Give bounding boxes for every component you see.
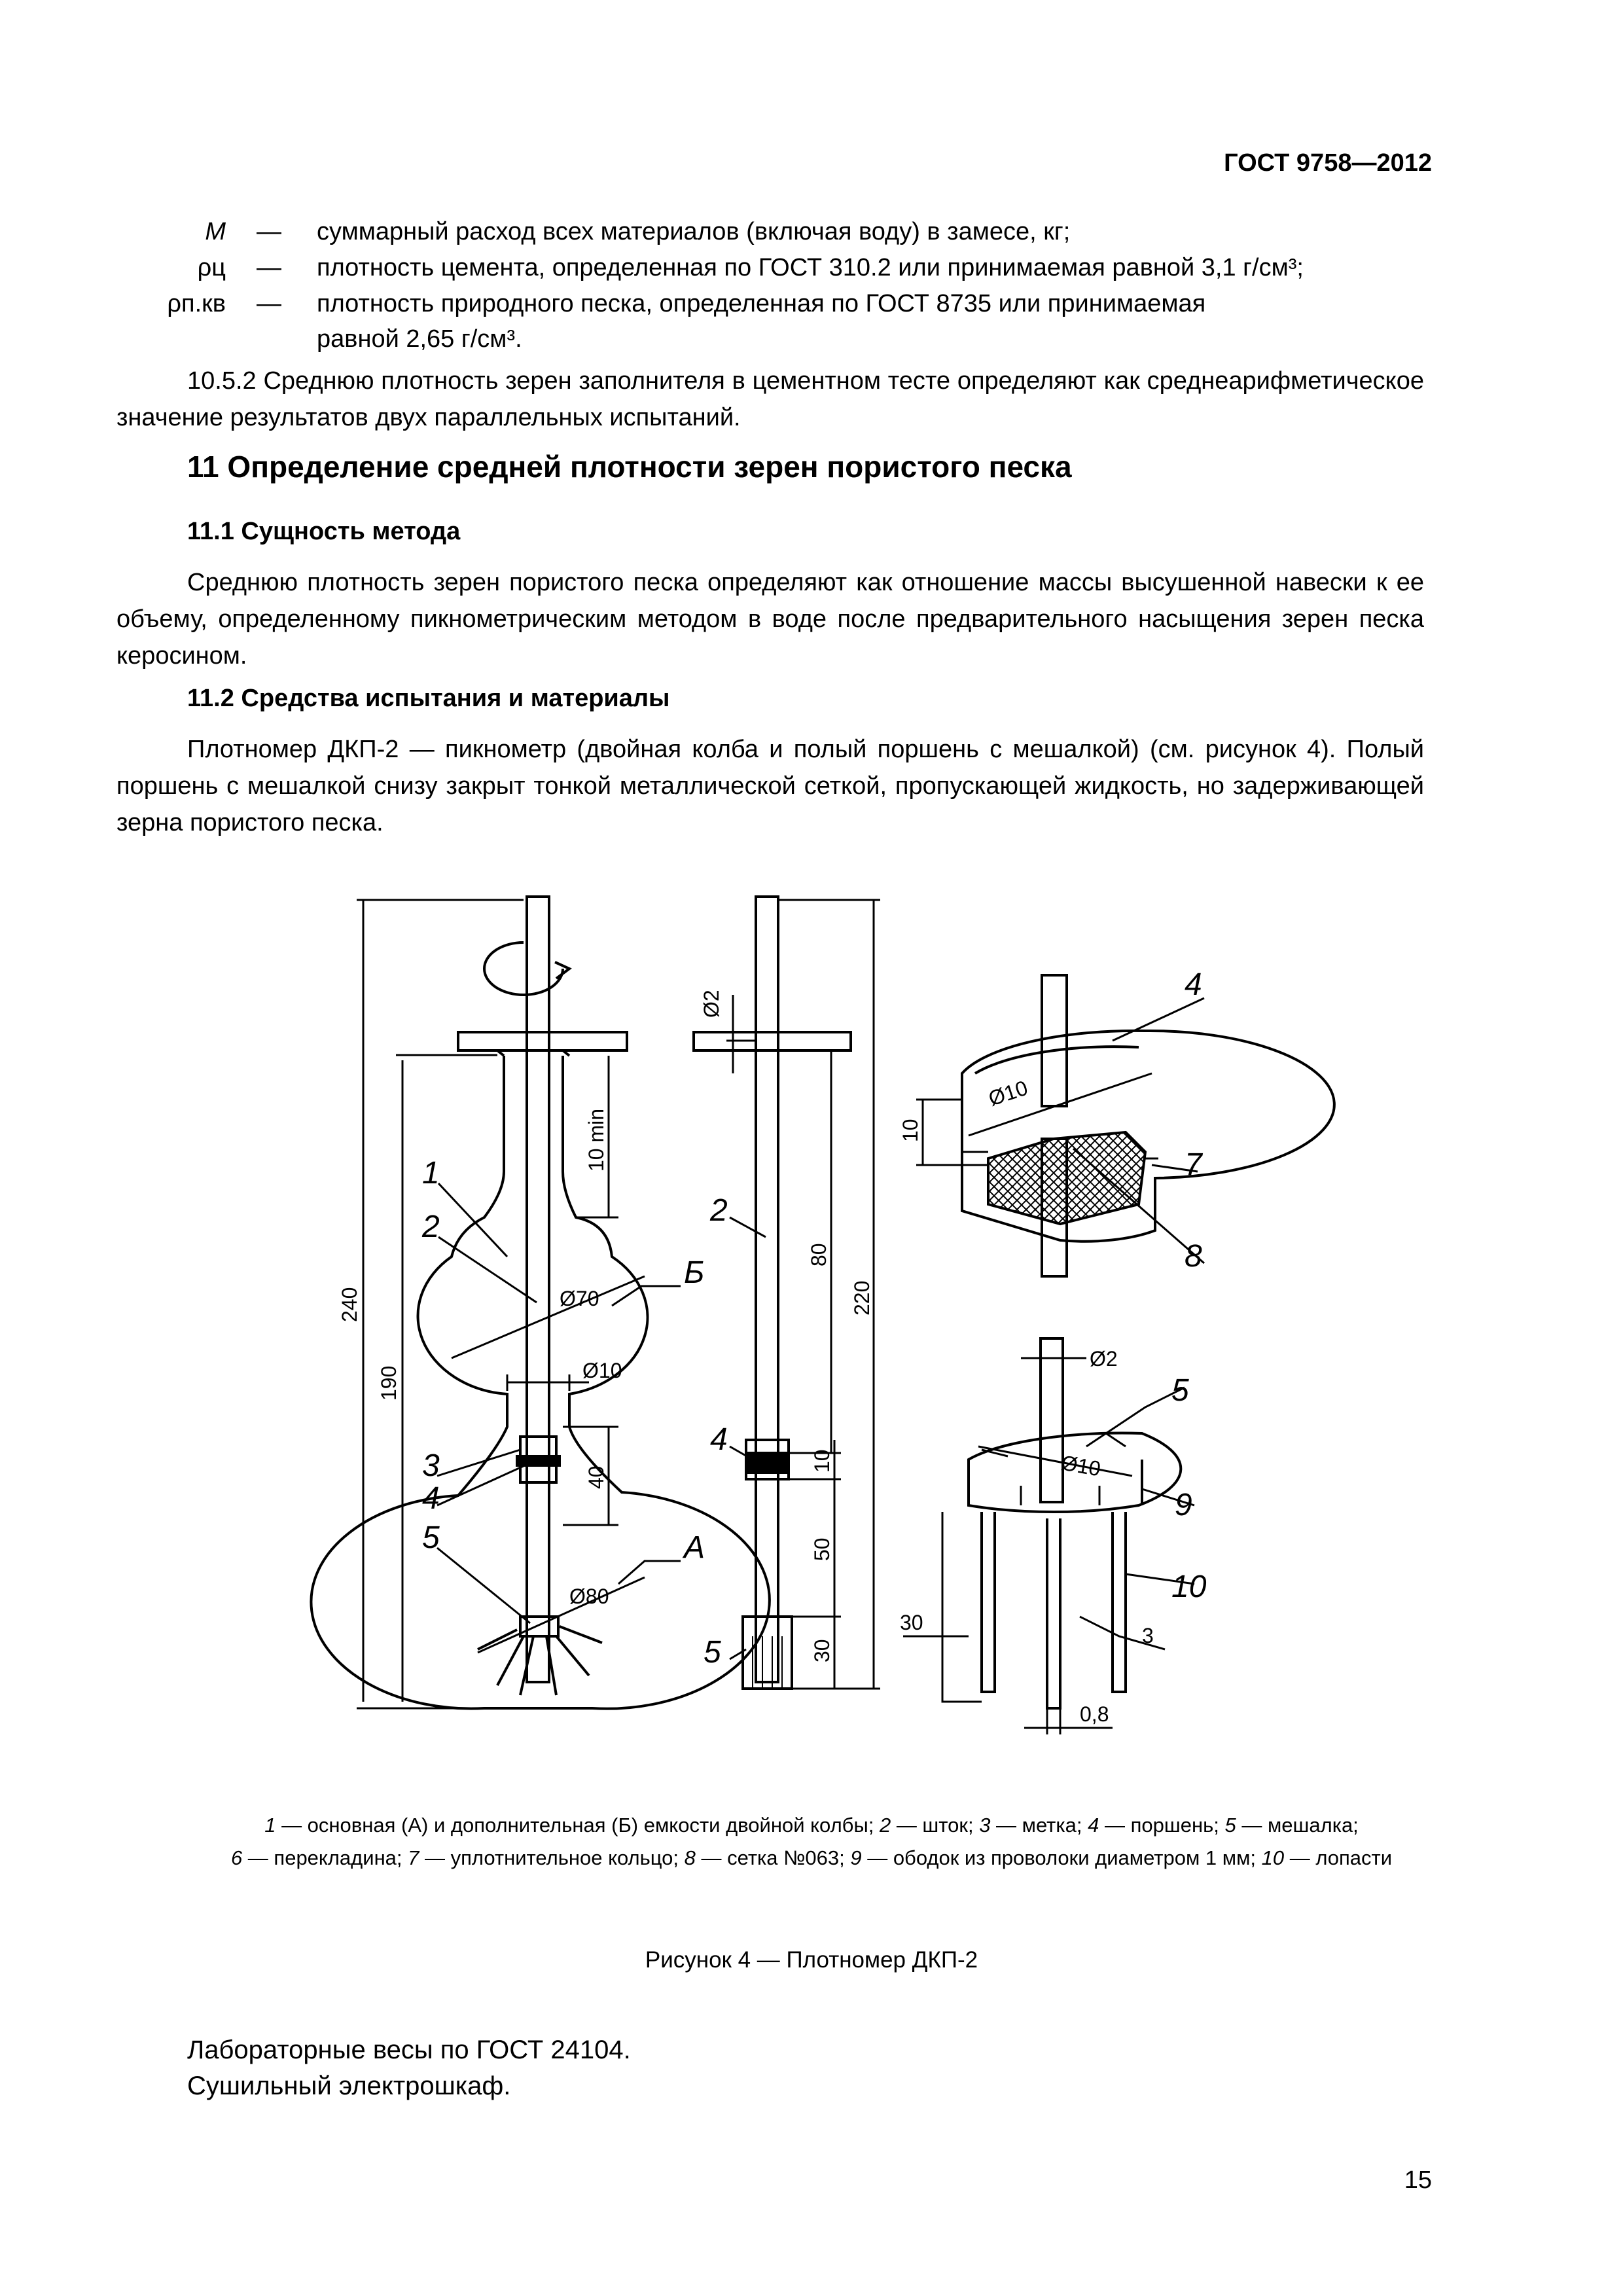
page-number: 15 <box>1404 2166 1432 2194</box>
legend-line: 1 — основная (А) и дополнительная (Б) емкости двойной колбы; 2 — шток; 3 — метка; 4 — поршень; 5 — мешалка; <box>264 1814 1359 1837</box>
dim-stirrer-30: 30 <box>900 1611 923 1634</box>
dim-diam-70: Ø70 <box>560 1287 599 1310</box>
stirrer-slots <box>982 1433 1126 1505</box>
figure-4-drawing <box>0 851 1623 1767</box>
flask-mark-ring <box>517 1456 560 1465</box>
dim-stirrer-3: 3 <box>1142 1624 1154 1647</box>
definition-row <box>0 254 1623 291</box>
dim-10min: 10 min <box>584 1108 608 1172</box>
label-10: 10 <box>1171 1570 1207 1604</box>
piston-rod-top <box>1042 975 1067 1106</box>
rod-leader-2 <box>730 1217 766 1237</box>
leader-5 <box>437 1548 530 1623</box>
dim-piston-diam-10: Ø10 <box>986 1075 1031 1111</box>
label-1: 1 <box>422 1156 440 1191</box>
dim-stirrer-d10-line <box>978 1446 1132 1476</box>
label-4-piston: 4 <box>1185 967 1202 1002</box>
section-11-2-title: 11.2 Средства испытания и материалы <box>187 685 670 712</box>
rod-crossbar <box>694 1032 851 1050</box>
rod-piston <box>746 1453 789 1473</box>
definition-row <box>0 218 1623 255</box>
rod-label-2: 2 <box>710 1193 728 1228</box>
dim-190: 190 <box>377 1365 401 1401</box>
dim-240-line <box>357 900 524 1708</box>
definition-text: плотность цемента, определенная по ГОСТ 310.2 или принимаемая равной 3,1 г/см³; <box>317 254 1304 281</box>
leader-A <box>618 1561 681 1584</box>
dim-d2: Ø2 <box>700 990 723 1018</box>
dim-240: 240 <box>338 1287 361 1322</box>
label-7: 7 <box>1185 1147 1202 1182</box>
tail-line-1: Лабораторные весы по ГОСТ 24104. <box>187 2036 631 2064</box>
label-8: 8 <box>1185 1239 1202 1274</box>
dim-diam-10: Ø10 <box>582 1359 622 1382</box>
dim-d2-line <box>726 995 756 1073</box>
stirrer-disc-side <box>969 1460 1142 1505</box>
rod-label-5: 5 <box>704 1635 721 1670</box>
stirrer-blades <box>982 1512 1126 1708</box>
leader-1 <box>438 1183 507 1257</box>
label-2: 2 <box>422 1210 440 1244</box>
flask-rod <box>527 897 549 1682</box>
definition-text: плотность природного песка, определенная по ГОСТ 8735 или принимаемая <box>317 290 1206 317</box>
section-11-2-text: Плотномер ДКП-2 — пикнометр (двойная колба и полый поршень с мешалкой) (см. рисунок 4). Полый поршень с мешалкой снизу закрыт тонкой металлической сеткой, пропускающей жидкость, но задерживающей зерна пористого песка. <box>116 736 1424 836</box>
definition-text: равной 2,65 г/см³. <box>317 325 522 353</box>
definition-row <box>0 290 1623 327</box>
label-4: 4 <box>422 1481 440 1516</box>
dim-190-line <box>396 1055 497 1702</box>
label-5-stirrer: 5 <box>1171 1373 1189 1408</box>
leader-4b <box>1113 998 1204 1041</box>
standard-header: ГОСТ 9758—2012 <box>1224 149 1432 177</box>
dim-stirrer-d2: Ø2 <box>1090 1347 1118 1371</box>
section-11-1-text: Среднюю плотность зерен пористого песка определяют как отношение массы высушенной навески к ее объему, определенному пикнометрическим методом в воде после предварительного насыщения зерен песка керосином. <box>116 569 1424 670</box>
definition-dash: — <box>257 254 281 281</box>
flask-drawing <box>311 897 769 1709</box>
label-5: 5 <box>422 1520 440 1555</box>
flask-neck-flange <box>458 1032 627 1050</box>
rod-label-4: 4 <box>710 1422 728 1457</box>
dim-80-len: 80 <box>807 1243 830 1266</box>
stirrer-drawing <box>903 1338 1194 1734</box>
section-11-1-title: 11.1 Сущность метода <box>187 518 461 545</box>
definition-row <box>0 325 1623 362</box>
section-11-title: 11 Определение средней плотности зерен пористого песка <box>187 450 1072 484</box>
definition-dash: — <box>257 290 281 317</box>
figure-caption: Рисунок 4 — Плотномер ДКП-2 <box>645 1947 978 1973</box>
definition-symbol: ρц <box>197 254 226 281</box>
paragraph-10-5-2: 10.5.2 Среднюю плотность зерен заполнителя в цементном тесте определяют как среднеарифметическое значение результатов двух параллельных испытаний. <box>116 367 1424 431</box>
dim-220: 220 <box>850 1280 874 1316</box>
tail-line-2: Сушильный электрошкаф. <box>187 2072 511 2100</box>
leader-2 <box>438 1237 537 1302</box>
stirrer-rod <box>1041 1338 1063 1502</box>
dim-50: 50 <box>810 1537 834 1561</box>
definition-symbol: M <box>205 218 226 245</box>
legend-line: 6 — перекладина; 7 — уплотнительное кольцо; 8 — сетка №063; 9 — ободок из проволоки диаметром 1 мм; 10 — лопасти <box>230 1846 1393 1869</box>
definition-text: суммарный расход всех материалов (включая воду) в замесе, кг; <box>317 218 1071 245</box>
label-B: Б <box>684 1255 705 1290</box>
dim-stirrer-d10: Ø10 <box>1059 1450 1103 1481</box>
dim-stirrer-30-line <box>903 1512 982 1702</box>
label-3: 3 <box>422 1448 440 1483</box>
leader-5b <box>1086 1388 1185 1446</box>
figure-legend <box>116 1809 1507 1874</box>
piston-cutaway <box>916 975 1334 1276</box>
dim-30: 30 <box>810 1639 834 1662</box>
label-A: А <box>684 1530 705 1565</box>
dim-piston-h10-line <box>916 1100 962 1165</box>
dim-diam-80: Ø80 <box>569 1585 609 1608</box>
definition-symbol: ρп.кв <box>167 290 226 317</box>
dim-40: 40 <box>584 1465 608 1489</box>
dim-piston-h10: 10 <box>899 1119 922 1142</box>
dim-stirrer-08: 0,8 <box>1080 1702 1109 1726</box>
definition-dash: — <box>257 218 281 245</box>
label-9: 9 <box>1175 1488 1192 1522</box>
dim-10b: 10 <box>810 1449 834 1473</box>
